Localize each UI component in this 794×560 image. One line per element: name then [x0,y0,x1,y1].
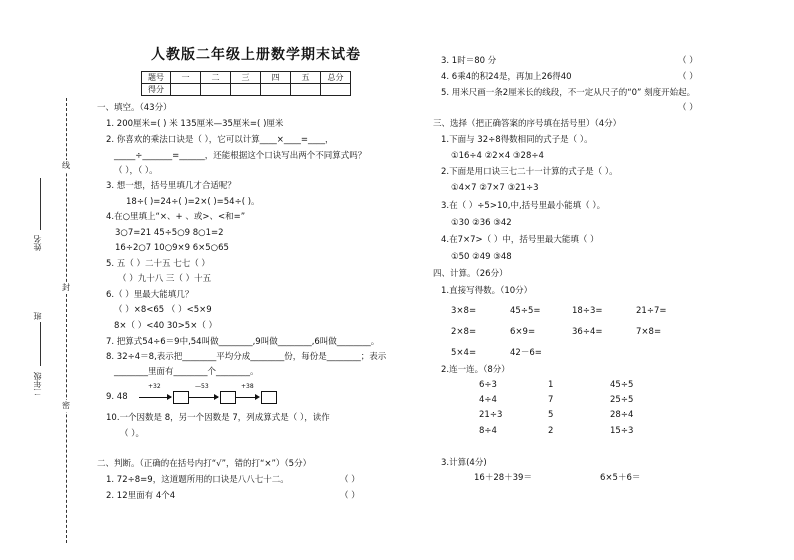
grade-label: 二年级 [33,372,42,396]
flow-op-label: +32 [148,383,161,390]
arrow-head-icon [167,394,172,400]
flow-op-label: —53 [195,383,209,390]
binding-char: 线 [62,161,70,170]
judge-item: 4. 6乘4的积24是，再加上26得40 [441,72,572,82]
score-table [141,71,351,96]
connect-right-item[interactable]: 45÷5 [610,380,634,390]
score-input-cell[interactable] [321,84,351,96]
page-title: 人教版二年级上册数学期末试卷 [151,47,361,63]
flow-answer-box[interactable] [220,391,236,404]
question-line: 6.（ ）里最大能填几？ [106,290,194,300]
direct-item: 6×9= [510,327,536,337]
question-line: 8×（ ）<40 30>5×（ ） [114,321,218,331]
judge-item: 1. 72÷8=9，这道题所用的口诀是八八七十二。 [106,475,289,485]
connect-left-item[interactable]: 8÷4 [479,426,497,436]
connect-right-item[interactable]: 28÷4 [610,410,634,420]
direct-item: 45÷5= [510,306,541,316]
choice-options: ①4×7 ②7×7 ③21÷3 [451,183,539,193]
question-line: 3○7=21 45÷5○9 8○1=2 [115,228,224,238]
question-line: 4.在○里填上“×、+ 、或>、<和=” [106,212,246,222]
connect-right-item[interactable]: 25÷5 [610,395,634,405]
choice-options: ①16÷4 ②2×4 ③28÷4 [451,151,544,161]
direct-item: 18÷3= [572,306,603,316]
score-input-cell[interactable] [261,84,291,96]
name-field[interactable] [40,178,41,230]
section-calc-title: 四、计算。（26分） [433,269,508,279]
judge-bracket[interactable]: （ ） [340,475,360,485]
score-header-cell: 一 [171,72,201,84]
arrow-head-icon [255,394,260,400]
score-label-cell: 得分 [142,84,171,96]
question-line: （ ）。 [120,429,144,439]
class-field[interactable] [40,322,41,366]
question-line: _____÷_______=______，还能根据这个口诀写出两个不同算式吗？ [114,151,367,161]
question-line: 5. 五（ ）二十五 七七（ ） [106,259,210,269]
judge-item: 2. 12里面有 4个4 [106,491,176,501]
connect-mid-item[interactable]: 2 [548,426,554,436]
judge-item: 3. 1时＝80 分 [441,56,497,66]
binding-char: 密 [62,401,70,410]
section-fill-title: 一、填空。（43分） [97,103,172,113]
score-header-cell: 三 [231,72,261,84]
name-label: 姓名 [33,235,42,251]
judge-bracket[interactable]: （ ） [678,72,698,82]
direct-item: 2×8= [451,327,477,337]
compute-title: 3.计算(4分) [441,458,487,468]
connect-left-item[interactable]: 21÷3 [479,410,503,420]
connect-mid-item[interactable]: 7 [548,395,554,405]
question-line: 1. 200厘米=( ) 米 135厘米—35厘米=( )厘米 [106,119,284,129]
direct-item: 21÷7= [636,306,667,316]
connect-title: 2.连一连。（8分） [441,365,510,375]
score-header-cell: 题号 [142,72,171,84]
question-line: （ ）×8<65 （ ）<5×9 [114,305,212,315]
score-header-cell: 二 [201,72,231,84]
connect-left-item[interactable]: 4÷4 [479,395,497,405]
direct-title: 1.直接写得数。（10分） [441,286,533,296]
question-line: （ ）九十八 三（ ）十五 [118,274,212,284]
question-line: ________里面有________个________。 [114,367,259,377]
compute-item: 6×5＋6＝ [600,473,641,483]
binding-char: 封 [62,283,70,292]
connect-right-item[interactable]: 15÷3 [610,426,634,436]
direct-item: 36÷4= [572,327,603,337]
question-line: 3. 想一想，括号里填几才合适呢？ [106,181,236,191]
score-header-cell: 总分 [321,72,351,84]
question-line: 2. 你喜欢的乘法口诀是（ ），它可以计算____×____=____， [106,135,334,145]
choice-options: ①50 ②49 ③48 [451,252,512,262]
question-line: 16÷2○7 10○9×9 6×5○65 [115,243,229,253]
score-input-cell[interactable] [231,84,261,96]
arrow-head-icon [214,394,219,400]
direct-item: 5×4= [451,348,477,358]
section-choice-title: 三、选择（把正确答案的序号填在括号里）（4分） [433,119,622,129]
class-label: 班 [33,312,42,320]
choice-question: 1.下面与 32÷8得数相同的式子是（ ）。 [441,135,593,145]
judge-item: 5. 用米尺画一条2厘米长的线段，不一定从尺子的“0” 刻度开始起。 [441,88,696,98]
score-input-cell[interactable] [291,84,321,96]
score-input-cell[interactable] [171,84,201,96]
question-line: 7. 把算式54÷6＝9中,54叫做________,9叫做________,6叫做________。 [106,337,380,347]
connect-left-item[interactable]: 6÷3 [479,380,497,390]
flow-start: 9. 48 [106,392,128,402]
question-line: （ ），（ ）。 [114,166,158,176]
flow-op-label: +38 [241,383,254,390]
direct-item: 7×8= [636,327,662,337]
section-judge-title: 二、判断。（正确的在括号内打“√”，错的打“×”）（5分） [97,459,312,469]
question-line: 10.一个因数是 8，另一个因数是 7，列成算式是（ ），读作 [106,413,330,423]
choice-question: 3.在（ ）÷5>10,中,括号里最小能填（ ）。 [441,201,606,211]
judge-bracket[interactable]: （ ） [678,56,698,66]
flow-answer-box[interactable] [261,391,277,404]
choice-question: 4.在7×7>（ ）中，括号里最大能填（ ） [441,235,599,245]
judge-bracket[interactable]: （ ） [340,491,360,501]
choice-question: 2.下面是用口诀三七二十一计算的式子是（ ）。 [441,167,618,177]
judge-bracket[interactable]: （ ） [678,103,698,113]
choice-options: ①30 ②36 ③42 [451,218,512,228]
connect-mid-item[interactable]: 5 [548,410,554,420]
question-line: 18÷( )=24÷( )=2×( )=54÷( )。 [126,197,260,207]
connect-mid-item[interactable]: 1 [548,380,554,390]
flow-answer-box[interactable] [173,391,189,404]
score-input-cell[interactable] [201,84,231,96]
score-header-cell: 四 [261,72,291,84]
compute-item: 16＋28＋39＝ [474,473,532,483]
question-line: 8. 32÷4＝8,表示把________平均分成________份，每份是________；表示 [106,352,387,362]
direct-item: 42－6= [510,348,542,358]
direct-item: 3×8= [451,306,477,316]
score-header-cell: 五 [291,72,321,84]
